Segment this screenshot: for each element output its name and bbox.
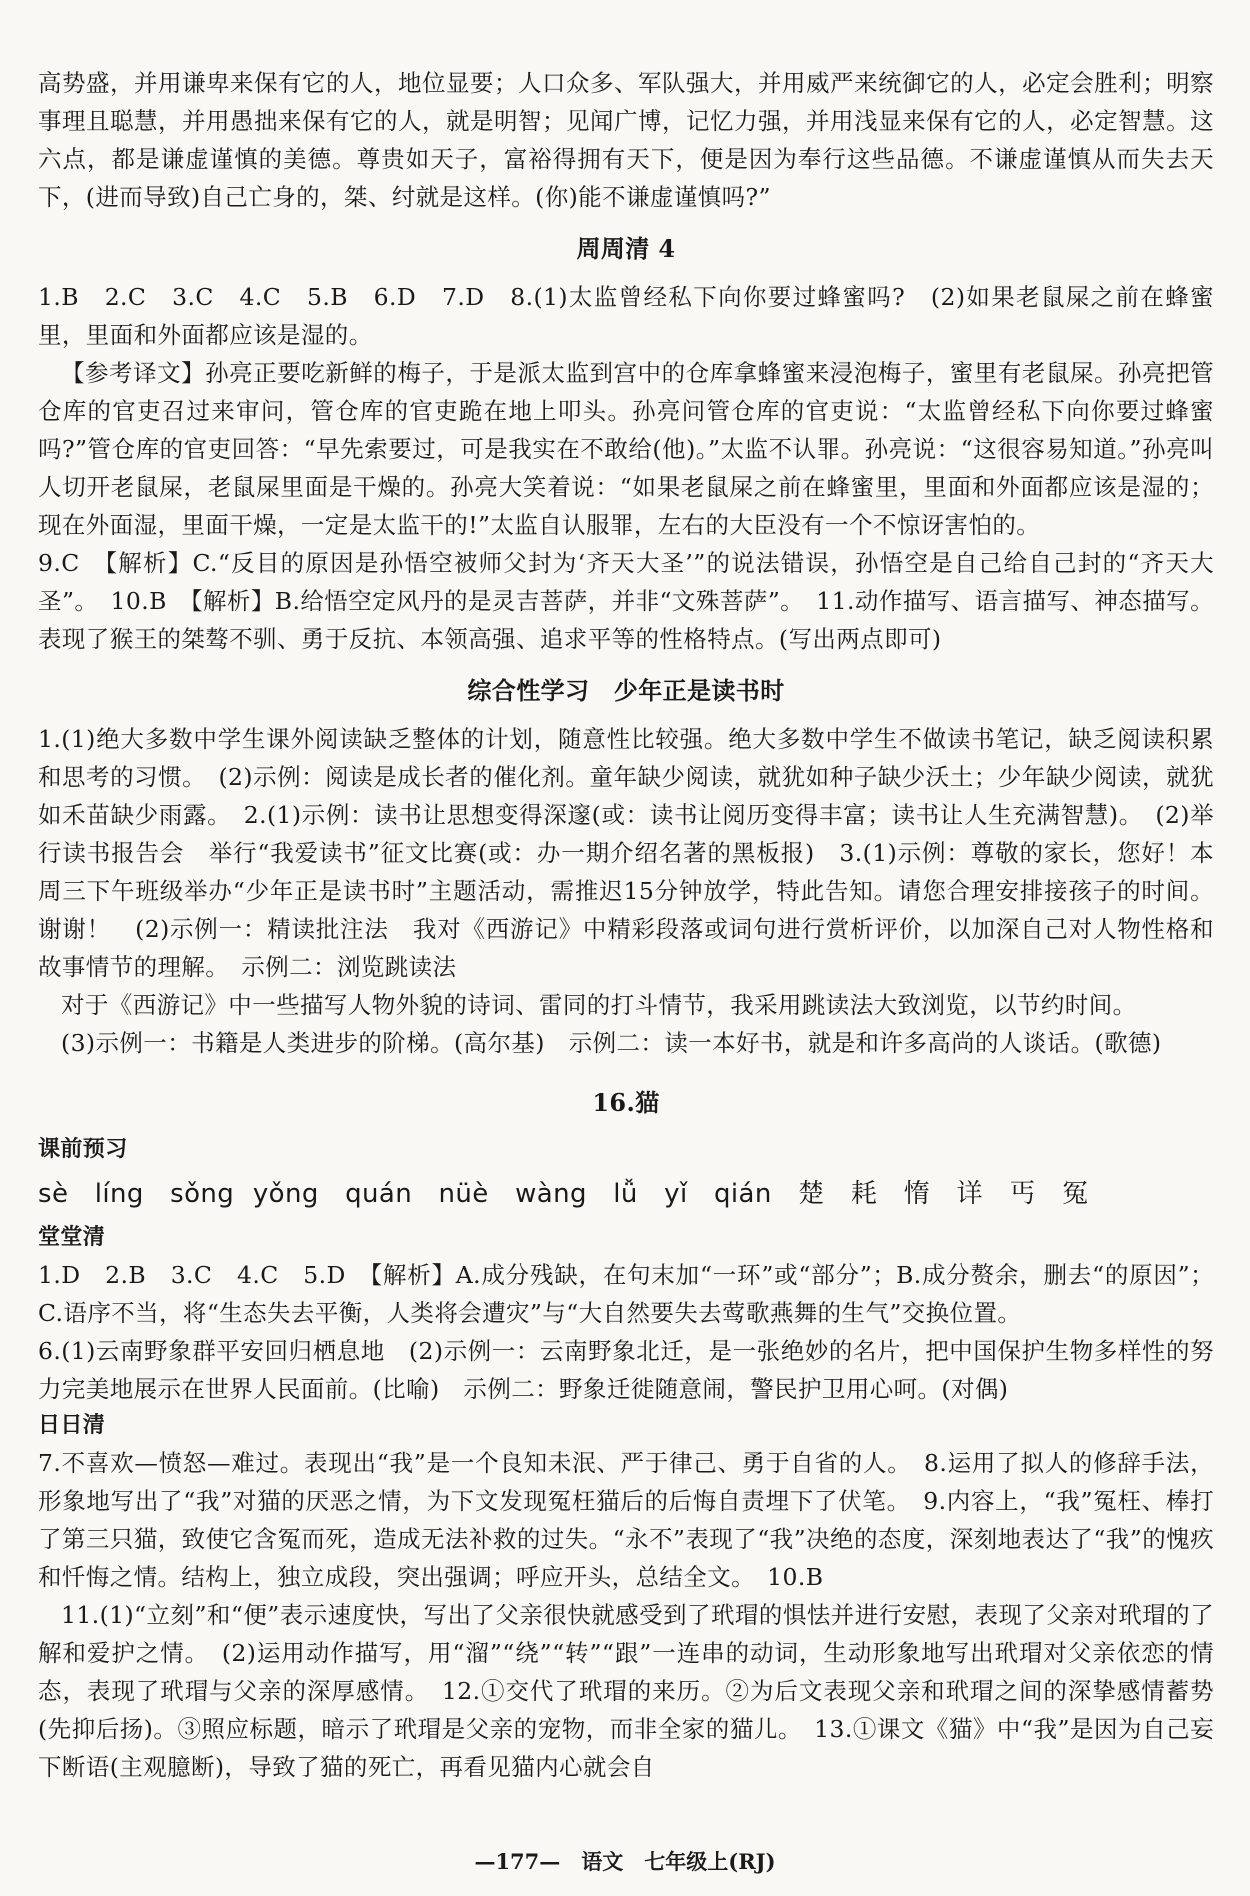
cat-q7-10: 7.不喜欢—愤怒—难过。表现出“我”是一个良知未泯、严于律己、勇于自省的人。 8.运用了拟人的修辞手法，形象地写出了“我”对猫的厌恶之情，为下文发现冤枉猫后的后悔自责埋下了伏笔。 9.内容上，“我”冤枉、棒打了第三只猫，致使它含冤而死，造成无法补救的过失。“永不”表现了“我”决绝的态度，深刻地表达了“我”的愧疚和忏悔之情。结构上，独立成段，突出强调；呼应开头，总结全文。 10.B: [38, 1449, 1214, 1591]
daily-check-label: 日日清: [38, 1413, 106, 1438]
preview-label: 课前预习: [38, 1137, 128, 1162]
intro-paragraph: 高势盛，并用谦卑来保有它的人，地位显要；人口众多、军队强大，并用威严来统御它的人，必定会胜利；明察事理且聪慧，并用愚拙来保有它的人，就是明智；见闻广博，记忆力强，并用浅显来保有它的人，必定智慧。这六点，都是谦虚谨慎的美德。尊贵如天子，富裕得拥有天下，便是因为奉行这些品德。不谦虚谨慎从而失去天下，(进而导致)自己亡身的，桀、纣就是这样。(你)能不谦虚谨慎吗?”: [38, 69, 1214, 211]
weekly-answers: 1.B 2.C 3.C 4.C 5.B 6.D 7.D 8.(1)太监曾经私下向你要过蜂蜜吗? (2)如果老鼠屎之前在蜂蜜里，里面和外面都应该是湿的。: [38, 283, 1214, 349]
section-title-reading: 综合性学习 少年正是读书时: [467, 676, 785, 705]
section-title-weekly-4: 周周清 4: [576, 234, 676, 263]
section-title-cat: 16.猫: [592, 1088, 660, 1117]
pinyin-answers: sè líng sǒng yǒng quán nüè wàng lǚ yǐ qián 楚 耗 惰 详 丐 冤: [38, 1179, 1089, 1209]
reading-paragraph-1: 1.(1)绝大多数中学生课外阅读缺乏整体的计划，随意性比较强。绝大多数中学生不做读书笔记，缺乏阅读积累和思考的习惯。 (2)示例：阅读是成长者的催化剂。童年缺少阅读，就犹如种子缺少沃土；少年缺少阅读，就犹如禾苗缺少雨露。 2.(1)示例：读书让思想变得深邃(或：读书让阅历变得丰富；读书让人生充满智慧)。 (2)举行读书报告会 举行“我爱读书”征文比赛(或：办一期介绍名著的黑板报) 3.(1)示例：尊敬的家长，您好！本周三下午班级举办“少年正是读书时”主题活动，需推迟15分钟放学，特此告知。请您合理安排接孩子的时间。谢谢！ (2)示例一：精读批注法 我对《西游记》中精彩段落或词句进行赏析评价，以加深自己对人物性格和故事情节的理解。 示例二：浏览跳读法: [38, 725, 1214, 981]
cat-q11-13: 11.(1)“立刻”和“便”表示速度快，写出了父亲很快就感受到了玳瑁的惧怯并进行安慰，表现了父亲对玳瑁的了解和爱护之情。 (2)运用动作描写，用“溜”“绕”“转”“跟”一连串的动词，生动形象地写出玳瑁对父亲依恋的情态，表现了玳瑁与父亲的深厚感情。 12.①交代了玳瑁的来历。②为后文表现父亲和玳瑁之间的深挚感情蓄势(先抑后扬)。③照应标题，暗示了玳瑁是父亲的宠物，而非全家的猫儿。 13.①课文《猫》中“我”是因为自己妄下断语(主观臆断)，导致了猫的死亡，再看见猫内心就会自: [38, 1601, 1214, 1781]
weekly-q9-11: 9.C 【解析】C.“反目的原因是孙悟空被师父封为‘齐天大圣’”的说法错误，孙悟空是自己给自己封的“齐天大圣”。 10.B 【解析】B.给悟空定风丹的是灵吉菩萨，并非“文殊菩萨”。 11.动作描写、语言描写、神态描写。表现了猴王的桀骜不驯、勇于反抗、本领高强、追求平等的性格特点。(写出两点即可): [38, 549, 1214, 653]
cat-q1-5: 1.D 2.B 3.C 4.C 5.D 【解析】A.成分残缺，在句末加“一环”或“部分”；B.成分赘余，删去“的原因”；C.语序不当，将“生态失去平衡，人类将会遭灾”与“大自然要失去莺歌燕舞的生气”交换位置。: [38, 1261, 1214, 1327]
page-footer: —177— 语文 七年级上(RJ): [474, 1849, 776, 1874]
cat-q6: 6.(1)云南野象群平安回归栖息地 (2)示例一：云南野象北迁，是一张绝妙的名片，把中国保护生物多样性的努力完美地展示在世界人民面前。(比喻) 示例二：野象迁徙随意闹，警民护卫用心呵。(对偶): [38, 1337, 1214, 1403]
class-check-label: 堂堂清: [38, 1225, 106, 1250]
reference-translation: 【参考译文】孙亮正要吃新鲜的梅子，于是派太监到宫中的仓库拿蜂蜜来浸泡梅子，蜜里有老鼠屎。孙亮把管仓库的官吏召过来审问，管仓库的官吏跪在地上叩头。孙亮问管仓库的官吏说：“太监曾经私下向你要过蜂蜜吗?”管仓库的官吏回答：“早先索要过，可是我实在不敢给(他)。”太监不认罪。孙亮说：“这很容易知道。”孙亮叫人切开老鼠屎，老鼠屎里面是干燥的。孙亮大笑着说：“如果老鼠屎之前在蜂蜜里，里面和外面都应该是湿的；现在外面湿，里面干燥，一定是太监干的!”太监自认服罪，左右的大臣没有一个不惊讶害怕的。: [38, 359, 1214, 539]
reading-paragraph-3: (3)示例一：书籍是人类进步的阶梯。(高尔基) 示例二：读一本好书，就是和许多高尚的人谈话。(歌德): [61, 1029, 1162, 1057]
reading-paragraph-2: 对于《西游记》中一些描写人物外貌的诗词、雷同的打斗情节，我采用跳读法大致浏览，以节约时间。: [61, 991, 1137, 1019]
answer-content: [38, 64, 1214, 1786]
